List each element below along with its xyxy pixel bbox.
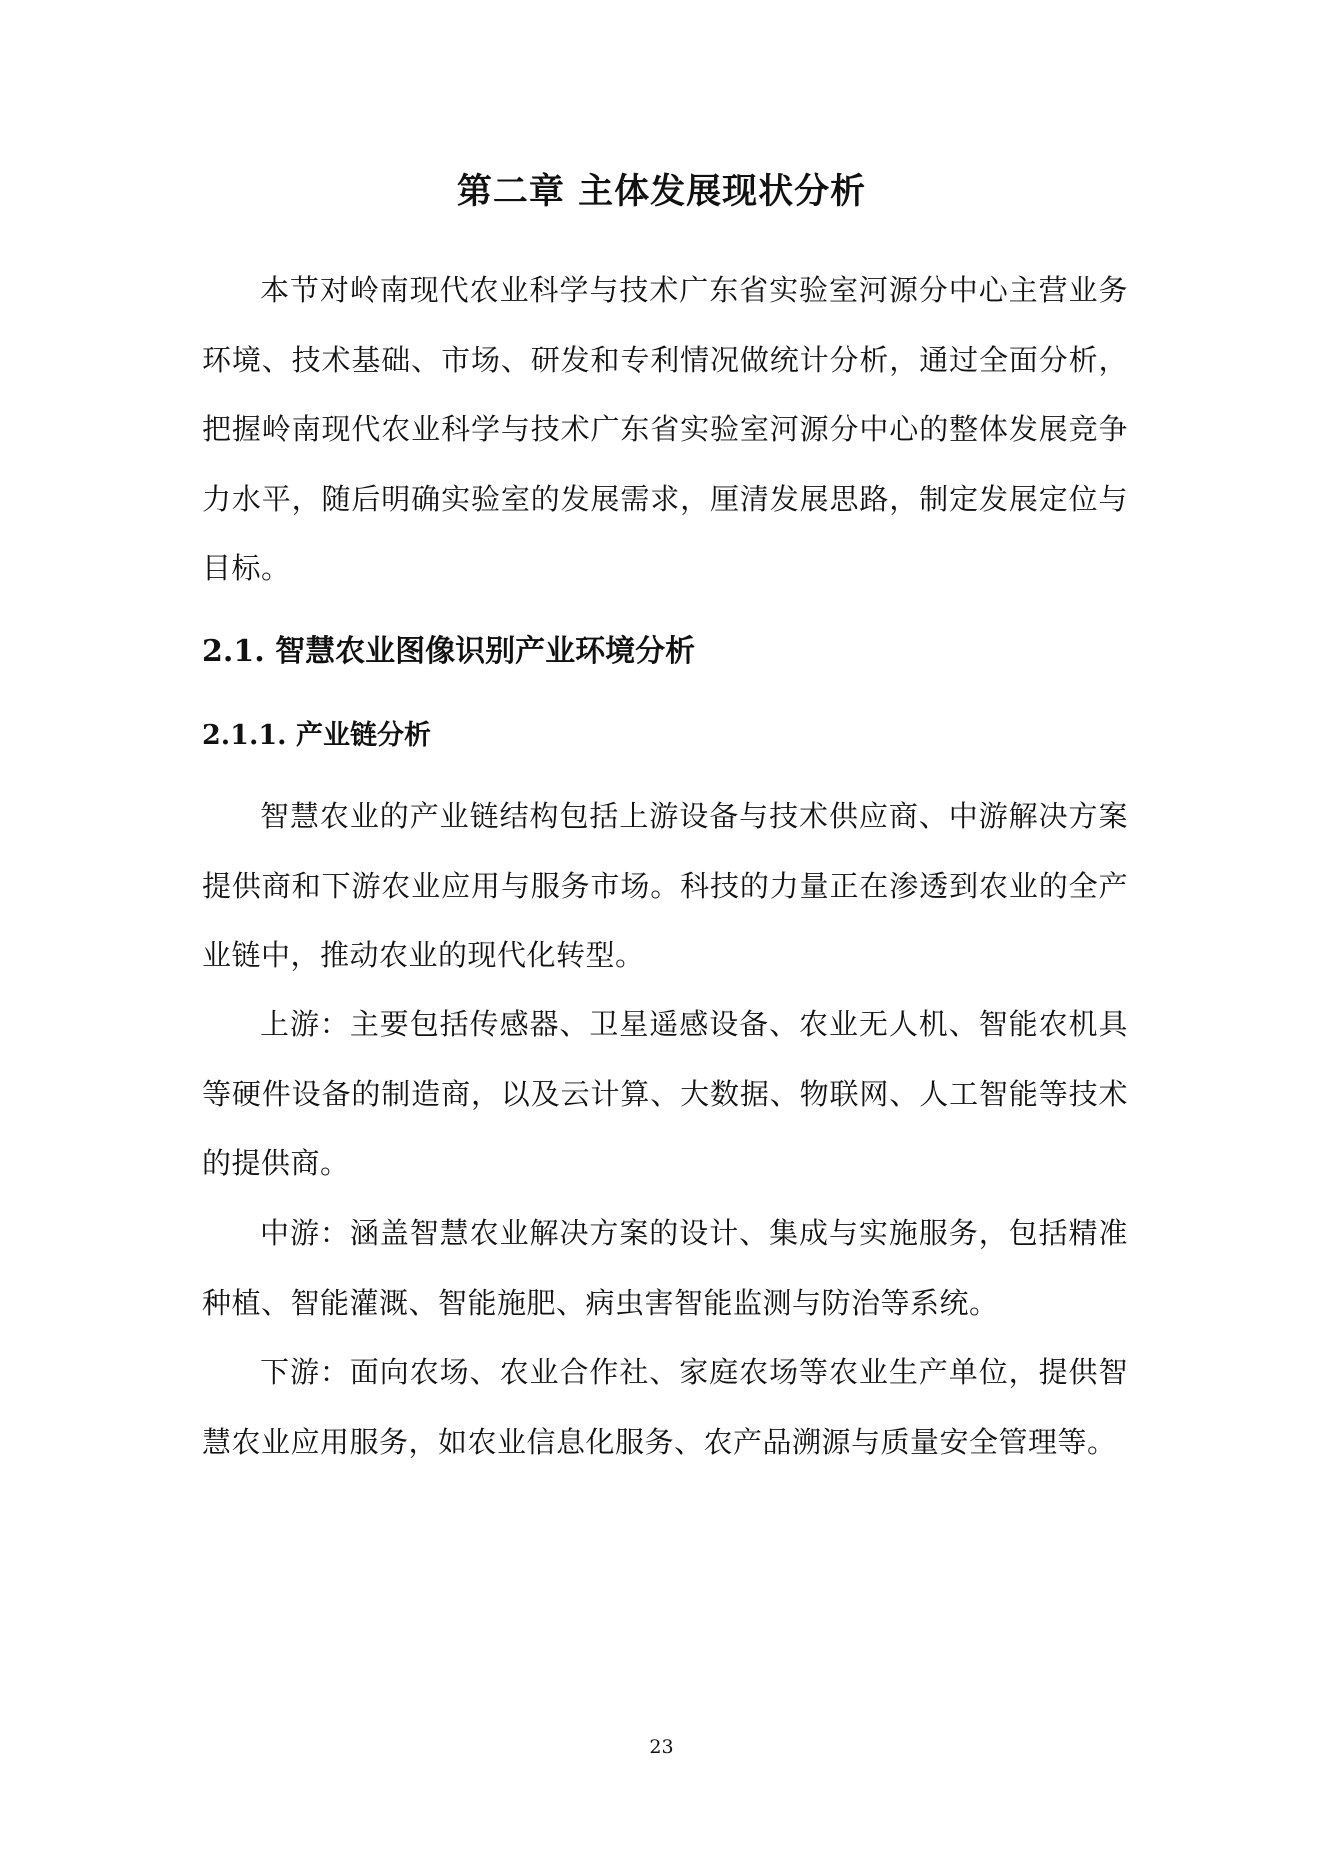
section-heading-2-1: 2.1. 智慧农业图像识别产业环境分析	[202, 634, 696, 669]
paragraph-midstream: 中游：涵盖智慧农业解决方案的设计、集成与实施服务，包括精准种植、智能灌溉、智能施肥、病虫害智能监测与防治等系统。	[202, 1216, 1128, 1320]
paragraph-upstream: 上游：主要包括传感器、卫星遥感设备、农业无人机、智能农机具等硬件设备的制造商，以及云计算、大数据、物联网、人工智能等技术的提供商。	[202, 1007, 1128, 1180]
paragraph-downstream: 下游：面向农场、农业合作社、家庭农场等农业生产单位，提供智慧农业应用服务，如农业信息化服务、农产品溯源与质量安全管理等。	[202, 1355, 1128, 1459]
intro-paragraph: 本节对岭南现代农业科学与技术广东省实验室河源分中心主营业务环境、技术基础、市场、研发和专利情况做统计分析，通过全面分析，把握岭南现代农业科学与技术广东省实验室河源分中心的整体发展竞争力水平，随后明确实验室的发展需求，厘清发展思路，制定发展定位与目标。	[202, 273, 1128, 585]
paragraph-industry-chain: 智慧农业的产业链结构包括上游设备与技术供应商、中游解决方案提供商和下游农业应用与服务市场。科技的力量正在渗透到农业的全产业链中，推动农业的现代化转型。	[202, 799, 1128, 972]
chapter-title: 第二章 主体发展现状分析	[456, 171, 867, 212]
section-heading-2-1-1: 2.1.1. 产业链分析	[202, 720, 431, 751]
page-number: 23	[649, 1736, 674, 1758]
